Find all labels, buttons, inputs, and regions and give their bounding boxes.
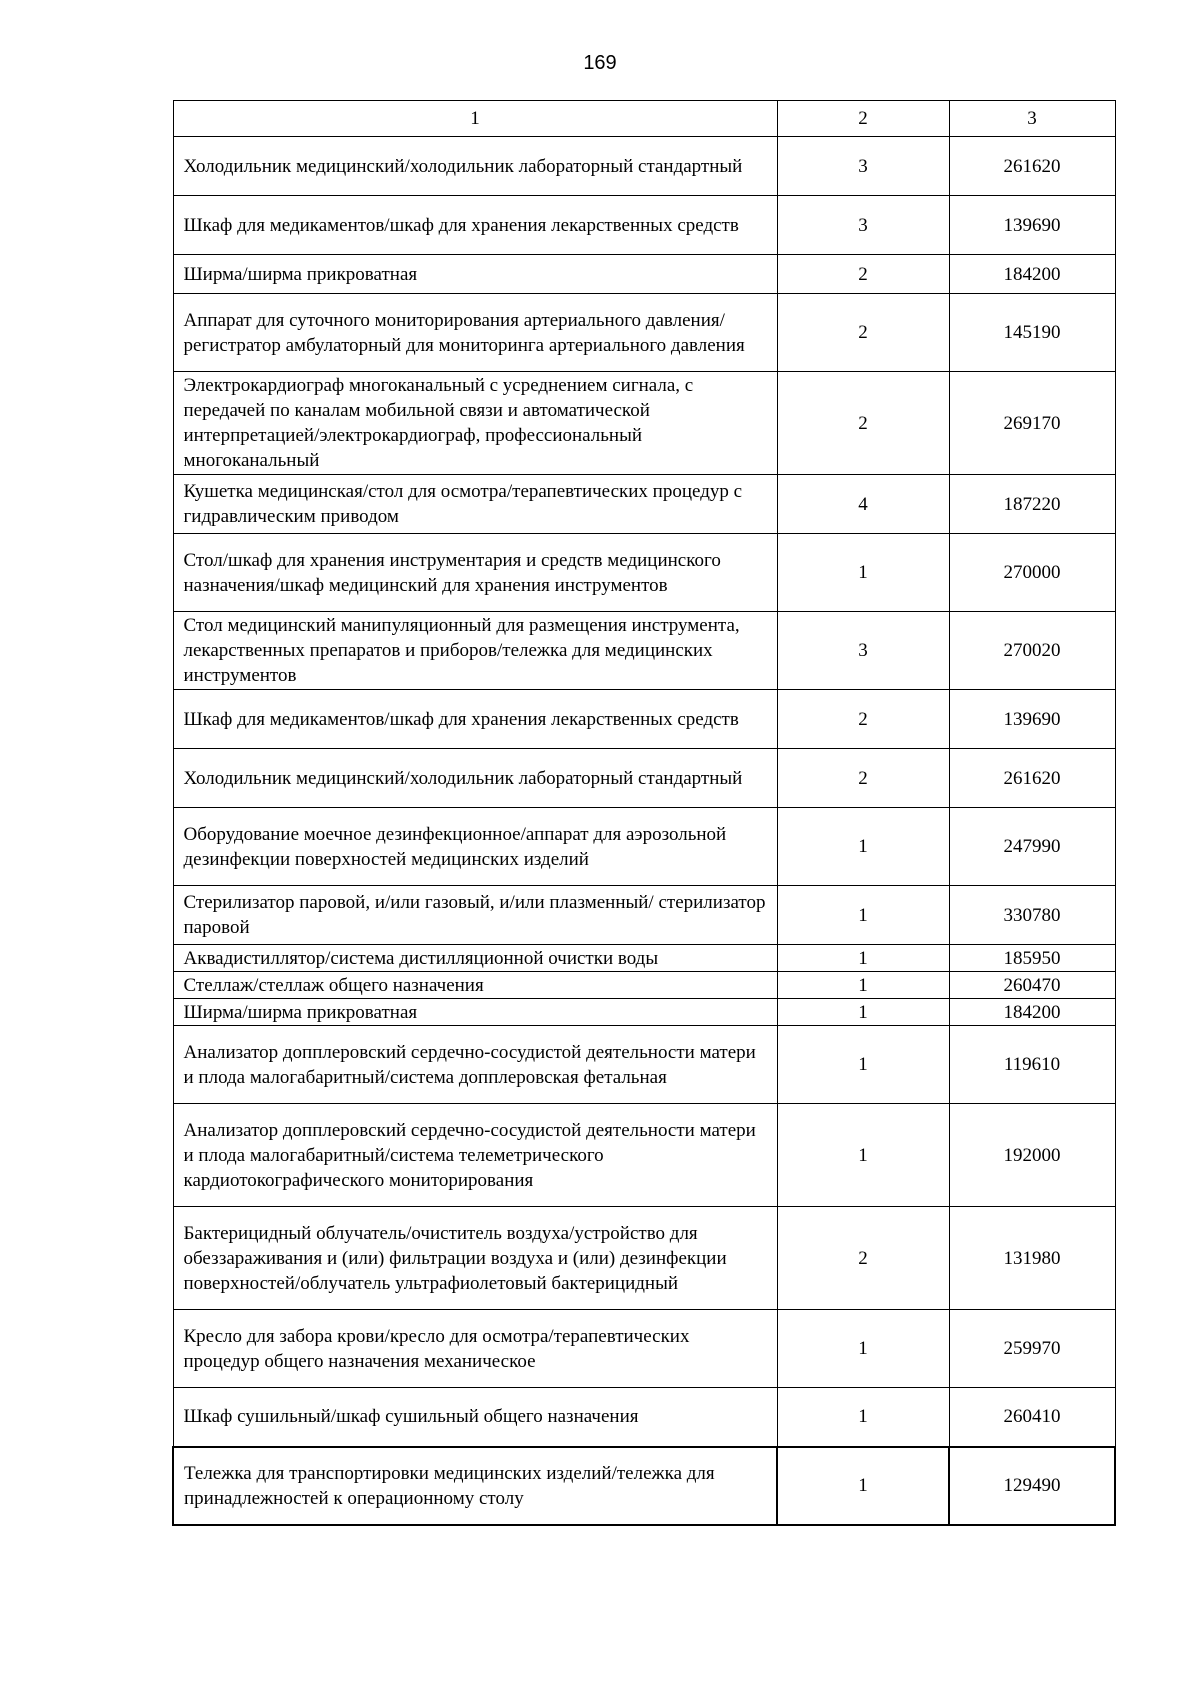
item-name-cell: Шкаф для медикаментов/шкаф для хранения лекарственных средств: [173, 690, 777, 749]
item-name-cell: Холодильник медицинский/холодильник лабораторный стандартный: [173, 749, 777, 808]
price-cell: 269170: [949, 372, 1115, 475]
price-cell: 270000: [949, 534, 1115, 612]
price-cell: 139690: [949, 196, 1115, 255]
item-name-cell: Холодильник медицинский/холодильник лабораторный стандартный: [173, 137, 777, 196]
price-cell: 119610: [949, 1026, 1115, 1104]
item-name-cell: Ширма/ширма прикроватная: [173, 255, 777, 294]
table-row: [173, 886, 1115, 945]
quantity-cell: 2: [777, 1207, 949, 1310]
table-row: [173, 808, 1115, 886]
table-row: [173, 749, 1115, 808]
quantity-cell: 1: [777, 945, 949, 972]
quantity-cell: 3: [777, 137, 949, 196]
price-cell: 192000: [949, 1104, 1115, 1207]
quantity-cell: 2: [777, 690, 949, 749]
column-header-3: 3: [949, 101, 1115, 137]
quantity-cell: 1: [777, 1104, 949, 1207]
price-cell: 259970: [949, 1310, 1115, 1388]
page-number: 169: [583, 52, 617, 74]
item-name-cell: Анализатор допплеровский сердечно-сосудистой деятельности матери и плода малогабаритный/система телеметрического кардиотокографического мониторирования: [173, 1104, 777, 1207]
item-name-cell: Ширма/ширма прикроватная: [173, 999, 777, 1026]
price-cell: 261620: [949, 749, 1115, 808]
table-row: [173, 1026, 1115, 1104]
item-name-cell: Шкаф для медикаментов/шкаф для хранения лекарственных средств: [173, 196, 777, 255]
price-cell: 330780: [949, 886, 1115, 945]
column-header-2: 2: [777, 101, 949, 137]
item-name-cell: Шкаф сушильный/шкаф сушильный общего назначения: [173, 1388, 777, 1447]
quantity-cell: 1: [777, 1388, 949, 1447]
quantity-cell: 1: [777, 1026, 949, 1104]
quantity-cell: 2: [777, 294, 949, 372]
item-name-cell: Аппарат для суточного мониторирования артериального давления/регистратор амбулаторный для мониторинга артериального давления: [173, 294, 777, 372]
price-cell: 185950: [949, 945, 1115, 972]
item-name-cell: Стерилизатор паровой, и/или газовый, и/или плазменный/ стерилизатор паровой: [173, 886, 777, 945]
price-cell: 131980: [949, 1207, 1115, 1310]
price-cell: 187220: [949, 475, 1115, 534]
table-row: [173, 1447, 1115, 1525]
quantity-cell: 2: [777, 749, 949, 808]
quantity-cell: 1: [777, 999, 949, 1026]
quantity-cell: 1: [777, 1447, 949, 1525]
table-row: [173, 1310, 1115, 1388]
table-header-row: [173, 101, 1115, 137]
price-cell: 247990: [949, 808, 1115, 886]
price-cell: 270020: [949, 612, 1115, 690]
column-header-1: 1: [173, 101, 777, 137]
item-name-cell: Анализатор допплеровский сердечно-сосудистой деятельности матери и плода малогабаритный/система допплеровская фетальная: [173, 1026, 777, 1104]
quantity-cell: 3: [777, 196, 949, 255]
table-row: [173, 196, 1115, 255]
price-cell: 184200: [949, 999, 1115, 1026]
table-row: [173, 534, 1115, 612]
table-row: [173, 294, 1115, 372]
item-name-cell: Аквадистиллятор/система дистилляционной очистки воды: [173, 945, 777, 972]
item-name-cell: Стол/шкаф для хранения инструментария и средств медицинского назначения/шкаф медицинский для хранения инструментов: [173, 534, 777, 612]
item-name-cell: Кресло для забора крови/кресло для осмотра/терапевтических процедур общего назначения механическое: [173, 1310, 777, 1388]
quantity-cell: 3: [777, 612, 949, 690]
item-name-cell: Стеллаж/стеллаж общего назначения: [173, 972, 777, 999]
price-cell: 260410: [949, 1388, 1115, 1447]
quantity-cell: 1: [777, 808, 949, 886]
table-row: [173, 137, 1115, 196]
item-name-cell: Тележка для транспортировки медицинских изделий/тележка для принадлежностей к операционному столу: [173, 1447, 777, 1525]
item-name-cell: Оборудование моечное дезинфекционное/аппарат для аэрозольной дезинфекции поверхностей медицинских изделий: [173, 808, 777, 886]
table-row: [173, 999, 1115, 1026]
price-cell: 260470: [949, 972, 1115, 999]
price-cell: 139690: [949, 690, 1115, 749]
item-name-cell: Кушетка медицинская/стол для осмотра/терапевтических процедур с гидравлическим приводом: [173, 475, 777, 534]
quantity-cell: 1: [777, 534, 949, 612]
quantity-cell: 1: [777, 886, 949, 945]
item-name-cell: Бактерицидный облучатель/очиститель воздуха/устройство для обеззараживания и (или) фильтрации воздуха и (или) дезинфекции поверхностей/облучатель ультрафиолетовый бактерицидный: [173, 1207, 777, 1310]
table-row: [173, 690, 1115, 749]
table-row: [173, 945, 1115, 972]
table-row: [173, 972, 1115, 999]
equipment-table: [172, 100, 1116, 1526]
price-cell: 145190: [949, 294, 1115, 372]
price-cell: 184200: [949, 255, 1115, 294]
quantity-cell: 2: [777, 255, 949, 294]
item-name-cell: Электрокардиограф многоканальный с усреднением сигнала, с передачей по каналам мобильной связи и автоматической интерпретацией/электрокардиограф, профессиональный многоканальный: [173, 372, 777, 475]
table-row: [173, 1104, 1115, 1207]
quantity-cell: 1: [777, 1310, 949, 1388]
price-cell: 129490: [949, 1447, 1115, 1525]
table-row: [173, 612, 1115, 690]
quantity-cell: 4: [777, 475, 949, 534]
item-name-cell: Стол медицинский манипуляционный для размещения инструмента, лекарственных препаратов и приборов/тележка для медицинских инструментов: [173, 612, 777, 690]
table-row: [173, 1207, 1115, 1310]
quantity-cell: 2: [777, 372, 949, 475]
quantity-cell: 1: [777, 972, 949, 999]
table-row: [173, 1388, 1115, 1447]
table-row: [173, 372, 1115, 475]
price-cell: 261620: [949, 137, 1115, 196]
table-row: [173, 475, 1115, 534]
table-row: [173, 255, 1115, 294]
